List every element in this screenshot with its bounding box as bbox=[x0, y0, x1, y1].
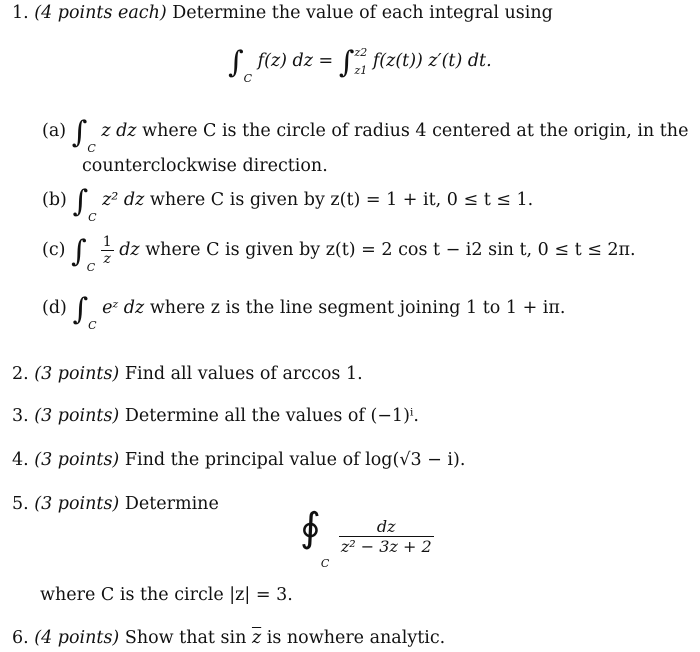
problem-1-text: Determine the value of each integral using bbox=[172, 3, 553, 23]
problem-5-followup: where C is the circle |z| = 3. bbox=[40, 585, 293, 605]
problem-6: 6. (4 points) Show that $\sin \overline{z}$ is nowhere analytic. bbox=[12, 628, 446, 648]
part-a-text: where C is the circle of radius 4 centered at the origin, in the bbox=[142, 121, 689, 141]
z-conjugate: $\overline{z}$ bbox=[251, 628, 262, 648]
problem-5-fraction bbox=[339, 517, 434, 556]
problem-1d: (d) $\int_C$ eᶻ dz where z is the line segment joining 1 to 1 + iπ. bbox=[42, 292, 566, 332]
part-b-label: (b) bbox=[42, 190, 67, 210]
part-d-label: (d) bbox=[42, 298, 67, 318]
formula-lhs: f(z) dz = bbox=[257, 51, 334, 72]
part-b-integrand: z² dz bbox=[102, 190, 145, 210]
problem-5-numerator: dz bbox=[339, 517, 434, 537]
formula-lower-limit: z1 bbox=[354, 63, 368, 77]
problem-1c: (c) $\int_C$ $\frac{1}{z}$ dz where C is given by z(t) = 2 cos t − i2 sin t, 0 ≤ t ≤ 2π. bbox=[42, 234, 636, 274]
part-a-integrand: z dz bbox=[101, 121, 137, 141]
integral-sign: ∫ bbox=[228, 45, 244, 81]
problem-1a: (a) $\int_C$ z dz where C is the circle of radius 4 centered at the origin, in the bbox=[42, 115, 689, 155]
integral-sign: ∫ bbox=[71, 115, 88, 150]
part-b-text: where C is given by z(t) = 1 + it, 0 ≤ t ≤ 1. bbox=[149, 190, 534, 210]
part-d-integrand: eᶻ dz bbox=[102, 298, 145, 318]
problem-1b: (b) $\int_C$ z² dz where C is given by z(t) = 1 + it, 0 ≤ t ≤ 1. bbox=[42, 184, 534, 224]
part-c-label: (c) bbox=[42, 240, 66, 260]
problem-1-number: 1. bbox=[12, 3, 29, 23]
part-c-text: where C is given by z(t) = 2 cos t − i2 sin t, 0 ≤ t ≤ 2π. bbox=[145, 240, 636, 260]
problem-1a-continuation bbox=[82, 156, 328, 176]
integral-sign: ∫ bbox=[72, 184, 89, 219]
formula-contour: C bbox=[243, 72, 253, 86]
formula-rhs: f(z(t)) z′(t) dt. bbox=[372, 51, 492, 72]
problem-5-denominator: z² − 3z + 2 bbox=[340, 537, 432, 556]
problem-5-contour: C bbox=[320, 557, 330, 570]
integral-sign: ∫ bbox=[72, 292, 89, 327]
problem-4: 4. (3 points) Find the principal value of log(√3 − i). bbox=[12, 450, 466, 470]
problem-1-formula bbox=[228, 44, 492, 85]
problem-5-formula bbox=[300, 505, 434, 570]
problem-2: 2. (3 points) Find all values of arccos 1. bbox=[12, 364, 363, 384]
part-a-label: (a) bbox=[42, 121, 67, 141]
part-d-text: where z is the line segment joining 1 to 1 + iπ. bbox=[149, 298, 566, 318]
integral-sign: ∫ bbox=[71, 234, 87, 269]
formula-upper-limit: z2 bbox=[354, 46, 368, 59]
part-c-fraction: $\frac{1}{z}$ bbox=[102, 234, 112, 267]
problem-1 bbox=[12, 3, 553, 23]
part-a-continuation: counterclockwise direction. bbox=[82, 156, 328, 176]
contour-integral-sign: ∮ bbox=[300, 505, 321, 551]
problem-5: 5. (3 points) Determine bbox=[12, 494, 219, 514]
problem-1-points: (4 points each) bbox=[34, 3, 167, 23]
part-c-integrand: dz bbox=[119, 240, 140, 260]
problem-3: 3. (3 points) Determine all the values of (−1)ⁱ. bbox=[12, 406, 419, 426]
integral-sign: ∫ bbox=[338, 45, 355, 81]
